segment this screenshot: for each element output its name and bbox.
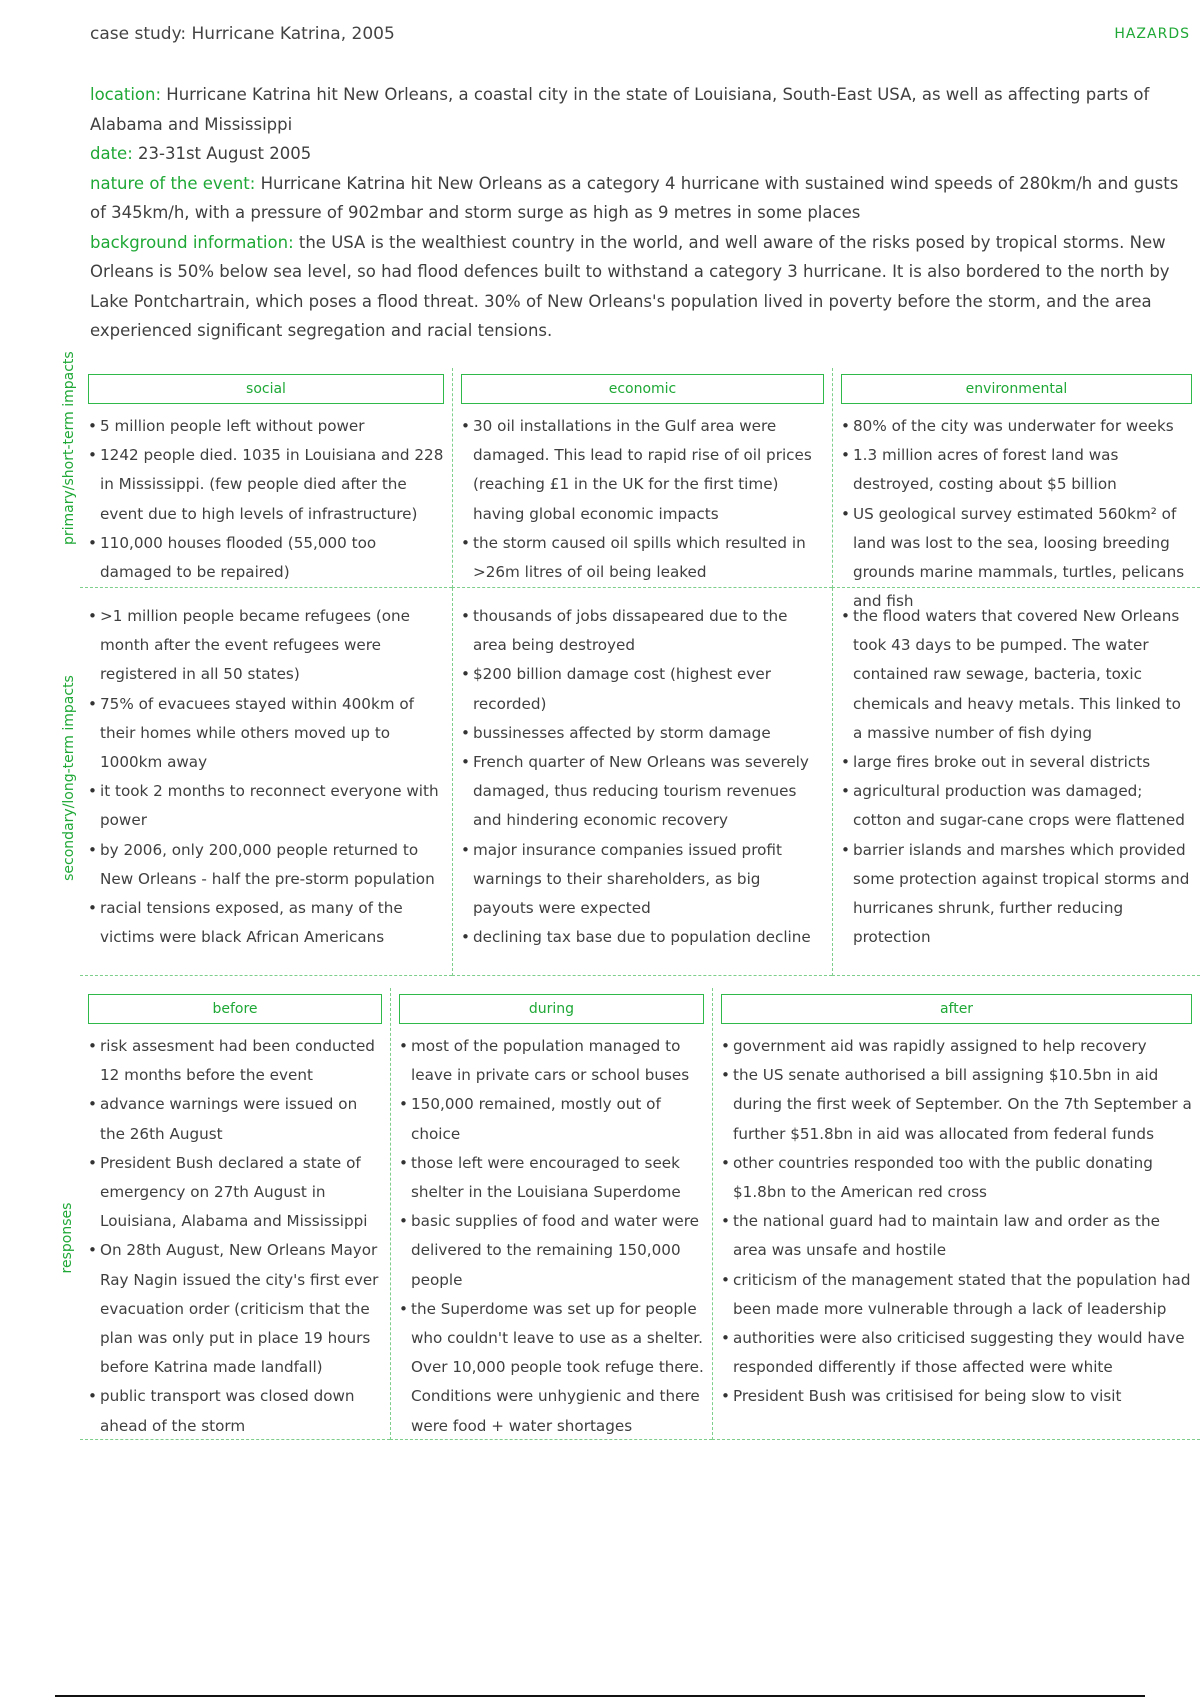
location-paragraph: [90, 80, 1180, 139]
bullet-point: • public transport was closed down ahead of the storm: [88, 1382, 382, 1440]
date-text: 23-31st August 2005: [138, 144, 312, 163]
page-bottom-rule: [55, 1695, 1145, 1697]
after-list: [721, 1032, 1192, 1412]
responses-after: [712, 988, 1200, 1440]
bullet-point: • racial tensions exposed, as many of the victims were black African Americans: [88, 894, 444, 952]
bullet-point: • major insurance companies issued profit warnings to their shareholders, as big payouts were expected: [461, 836, 824, 924]
social-primary-list: [88, 412, 444, 587]
impacts-economic-secondary: [452, 588, 832, 976]
impacts-environmental-secondary: [832, 588, 1200, 976]
date-label: date:: [90, 144, 133, 163]
bullet-point: • 80% of the city was underwater for weeks: [841, 412, 1192, 441]
primary-impacts-label: primary/short-term impacts: [61, 351, 77, 545]
secondary-impacts-label: secondary/long-term impacts: [61, 675, 77, 881]
bullet-point: • declining tax base due to population decline: [461, 923, 824, 952]
bullet-point: • basic supplies of food and water were delivered to the remaining 150,000 people: [399, 1207, 704, 1295]
environmental-primary-list: [841, 412, 1192, 616]
bullet-point: • the flood waters that covered New Orleans took 43 days to be pumped. The water contained raw sewage, bacteria, toxic chemicals and heavy metals. This linked to a massive number of fish dying: [841, 602, 1192, 748]
after-heading: after: [721, 994, 1192, 1024]
bullet-point: • 30 oil installations in the Gulf area were damaged. This lead to rapid rise of oil prices (reaching £1 in the UK for the first time) having global economic impacts: [461, 412, 824, 529]
location-text: Hurricane Katrina hit New Orleans, a coastal city in the state of Louisiana, South-East USA, as well as affecting parts of Alabama and Mississippi: [90, 85, 1150, 134]
economic-primary-list: [461, 412, 824, 587]
bullet-point: • the Superdome was set up for people who couldn't leave to use as a shelter. Over 10,000 people took refuge there. Conditions were unhygienic and there were food + water shortages: [399, 1295, 704, 1441]
bullet-point: • most of the population managed to leave in private cars or school buses: [399, 1032, 704, 1090]
bullet-point: • 5 million people left without power: [88, 412, 444, 441]
during-list: [399, 1032, 704, 1441]
bullet-point: • the national guard had to maintain law and order as the area was unsafe and hostile: [721, 1207, 1192, 1265]
bullet-point: • 150,000 remained, mostly out of choice: [399, 1090, 704, 1148]
bullet-point: • advance warnings were issued on the 26th August: [88, 1090, 382, 1148]
before-list: [88, 1032, 382, 1441]
bullet-point: • 1.3 million acres of forest land was destroyed, costing about $5 billion: [841, 441, 1192, 499]
bullet-point: • risk assesment had been conducted 12 months before the event: [88, 1032, 382, 1090]
social-heading: social: [88, 374, 444, 404]
bullet-point: • other countries responded too with the public donating $1.8bn to the American red cross: [721, 1149, 1192, 1207]
bullet-point: • 110,000 houses flooded (55,000 too damaged to be repaired): [88, 529, 444, 587]
bullet-point: • US geological survey estimated 560km² of land was lost to the sea, loosing breeding grounds marine mammals, turtles, pelicans and fish: [841, 500, 1192, 617]
bullet-point: • by 2006, only 200,000 people returned to New Orleans - half the pre-storm population: [88, 836, 444, 894]
bullet-point: • thousands of jobs dissapeared due to the area being destroyed: [461, 602, 824, 660]
responses-table: [80, 988, 1200, 1440]
economic-heading: economic: [461, 374, 824, 404]
environmental-heading: environmental: [841, 374, 1192, 404]
nature-label: nature of the event:: [90, 173, 256, 193]
bullet-point: • it took 2 months to reconnect everyone with power: [88, 777, 444, 835]
bullet-point: • 75% of evacuees stayed within 400km of their homes while others moved up to 1000km away: [88, 690, 444, 778]
background-paragraph: [90, 228, 1180, 346]
environmental-secondary-list: [841, 602, 1192, 952]
bullet-point: • bussinesses affected by storm damage: [461, 719, 824, 748]
nature-paragraph: [90, 169, 1180, 228]
bullet-point: • government aid was rapidly assigned to help recovery: [721, 1032, 1192, 1061]
date-paragraph: [90, 139, 1180, 169]
bullet-point: • agricultural production was damaged; cotton and sugar-cane crops were flattened: [841, 777, 1192, 835]
bullet-point: • large fires broke out in several districts: [841, 748, 1192, 777]
intro-section: [90, 80, 1180, 346]
before-heading: before: [88, 994, 382, 1024]
social-secondary-list: [88, 602, 444, 952]
bullet-point: • President Bush declared a state of emergency on 27th August in Louisiana, Alabama and Mississippi: [88, 1149, 382, 1237]
impacts-table: [80, 368, 1200, 976]
bullet-point: • criticism of the management stated that the population had been made more vulnerable through a lack of leadership: [721, 1266, 1192, 1324]
impacts-social-primary: [80, 368, 452, 588]
bullet-point: • $200 billion damage cost (highest ever recorded): [461, 660, 824, 718]
background-text: the USA is the wealthiest country in the world, and well aware of the risks posed by tropical storms. New Orleans is 50% below sea level, so had flood defences built to withstand a category 3 hurricane. It is also bordered to the north by Lake Pontchartrain, which poses a flood threat. 30% of New Orleans's population lived in poverty before the storm, and the area experienced significant segregation and racial tensions.: [90, 232, 1170, 340]
impacts-economic-primary: [452, 368, 832, 588]
bullet-point: • On 28th August, New Orleans Mayor Ray Nagin issued the city's first ever evacuation order (criticism that the plan was only put in place 19 hours before Katrina made landfall): [88, 1236, 382, 1382]
during-heading: during: [399, 994, 704, 1024]
responses-label: responses: [59, 1202, 75, 1274]
bullet-point: • President Bush was critisised for being slow to visit: [721, 1382, 1192, 1411]
hazards-tag: HAZARDS: [1114, 26, 1190, 42]
impacts-social-secondary: [80, 588, 452, 976]
bullet-point: • the storm caused oil spills which resulted in >26m litres of oil being leaked: [461, 529, 824, 587]
responses-during: [390, 988, 712, 1440]
bullet-point: • authorities were also criticised suggesting they would have responded differently if those affected were white: [721, 1324, 1192, 1382]
nature-text: Hurricane Katrina hit New Orleans as a category 4 hurricane with sustained wind speeds of 280km/h and gusts of 345km/h, with a pressure of 902mbar and storm surge as high as 9 metres in some places: [90, 173, 1179, 222]
location-label: location:: [90, 85, 162, 104]
bullet-point: • >1 million people became refugees (one month after the event refugees were registered in all 50 states): [88, 602, 444, 690]
responses-before: [80, 988, 390, 1440]
impacts-environmental-primary: [832, 368, 1200, 611]
background-label: background information:: [90, 232, 294, 252]
bullet-point: • those left were encouraged to seek shelter in the Louisiana Superdome: [399, 1149, 704, 1207]
bullet-point: • the US senate authorised a bill assigning $10.5bn in aid during the first week of September. On the 7th September a further $51.8bn in aid was allocated from federal funds: [721, 1061, 1192, 1149]
bullet-point: • 1242 people died. 1035 in Louisiana and 228 in Mississippi. (few people died after the event due to high levels of infrastructure): [88, 441, 444, 529]
page-header-title: case study: Hurricane Katrina, 2005: [90, 24, 395, 44]
bullet-point: • French quarter of New Orleans was severely damaged, thus reducing tourism revenues and hindering economic recovery: [461, 748, 824, 836]
bullet-point: • barrier islands and marshes which provided some protection against tropical storms and hurricanes shrunk, further reducing protection: [841, 836, 1192, 953]
economic-secondary-list: [461, 602, 824, 952]
